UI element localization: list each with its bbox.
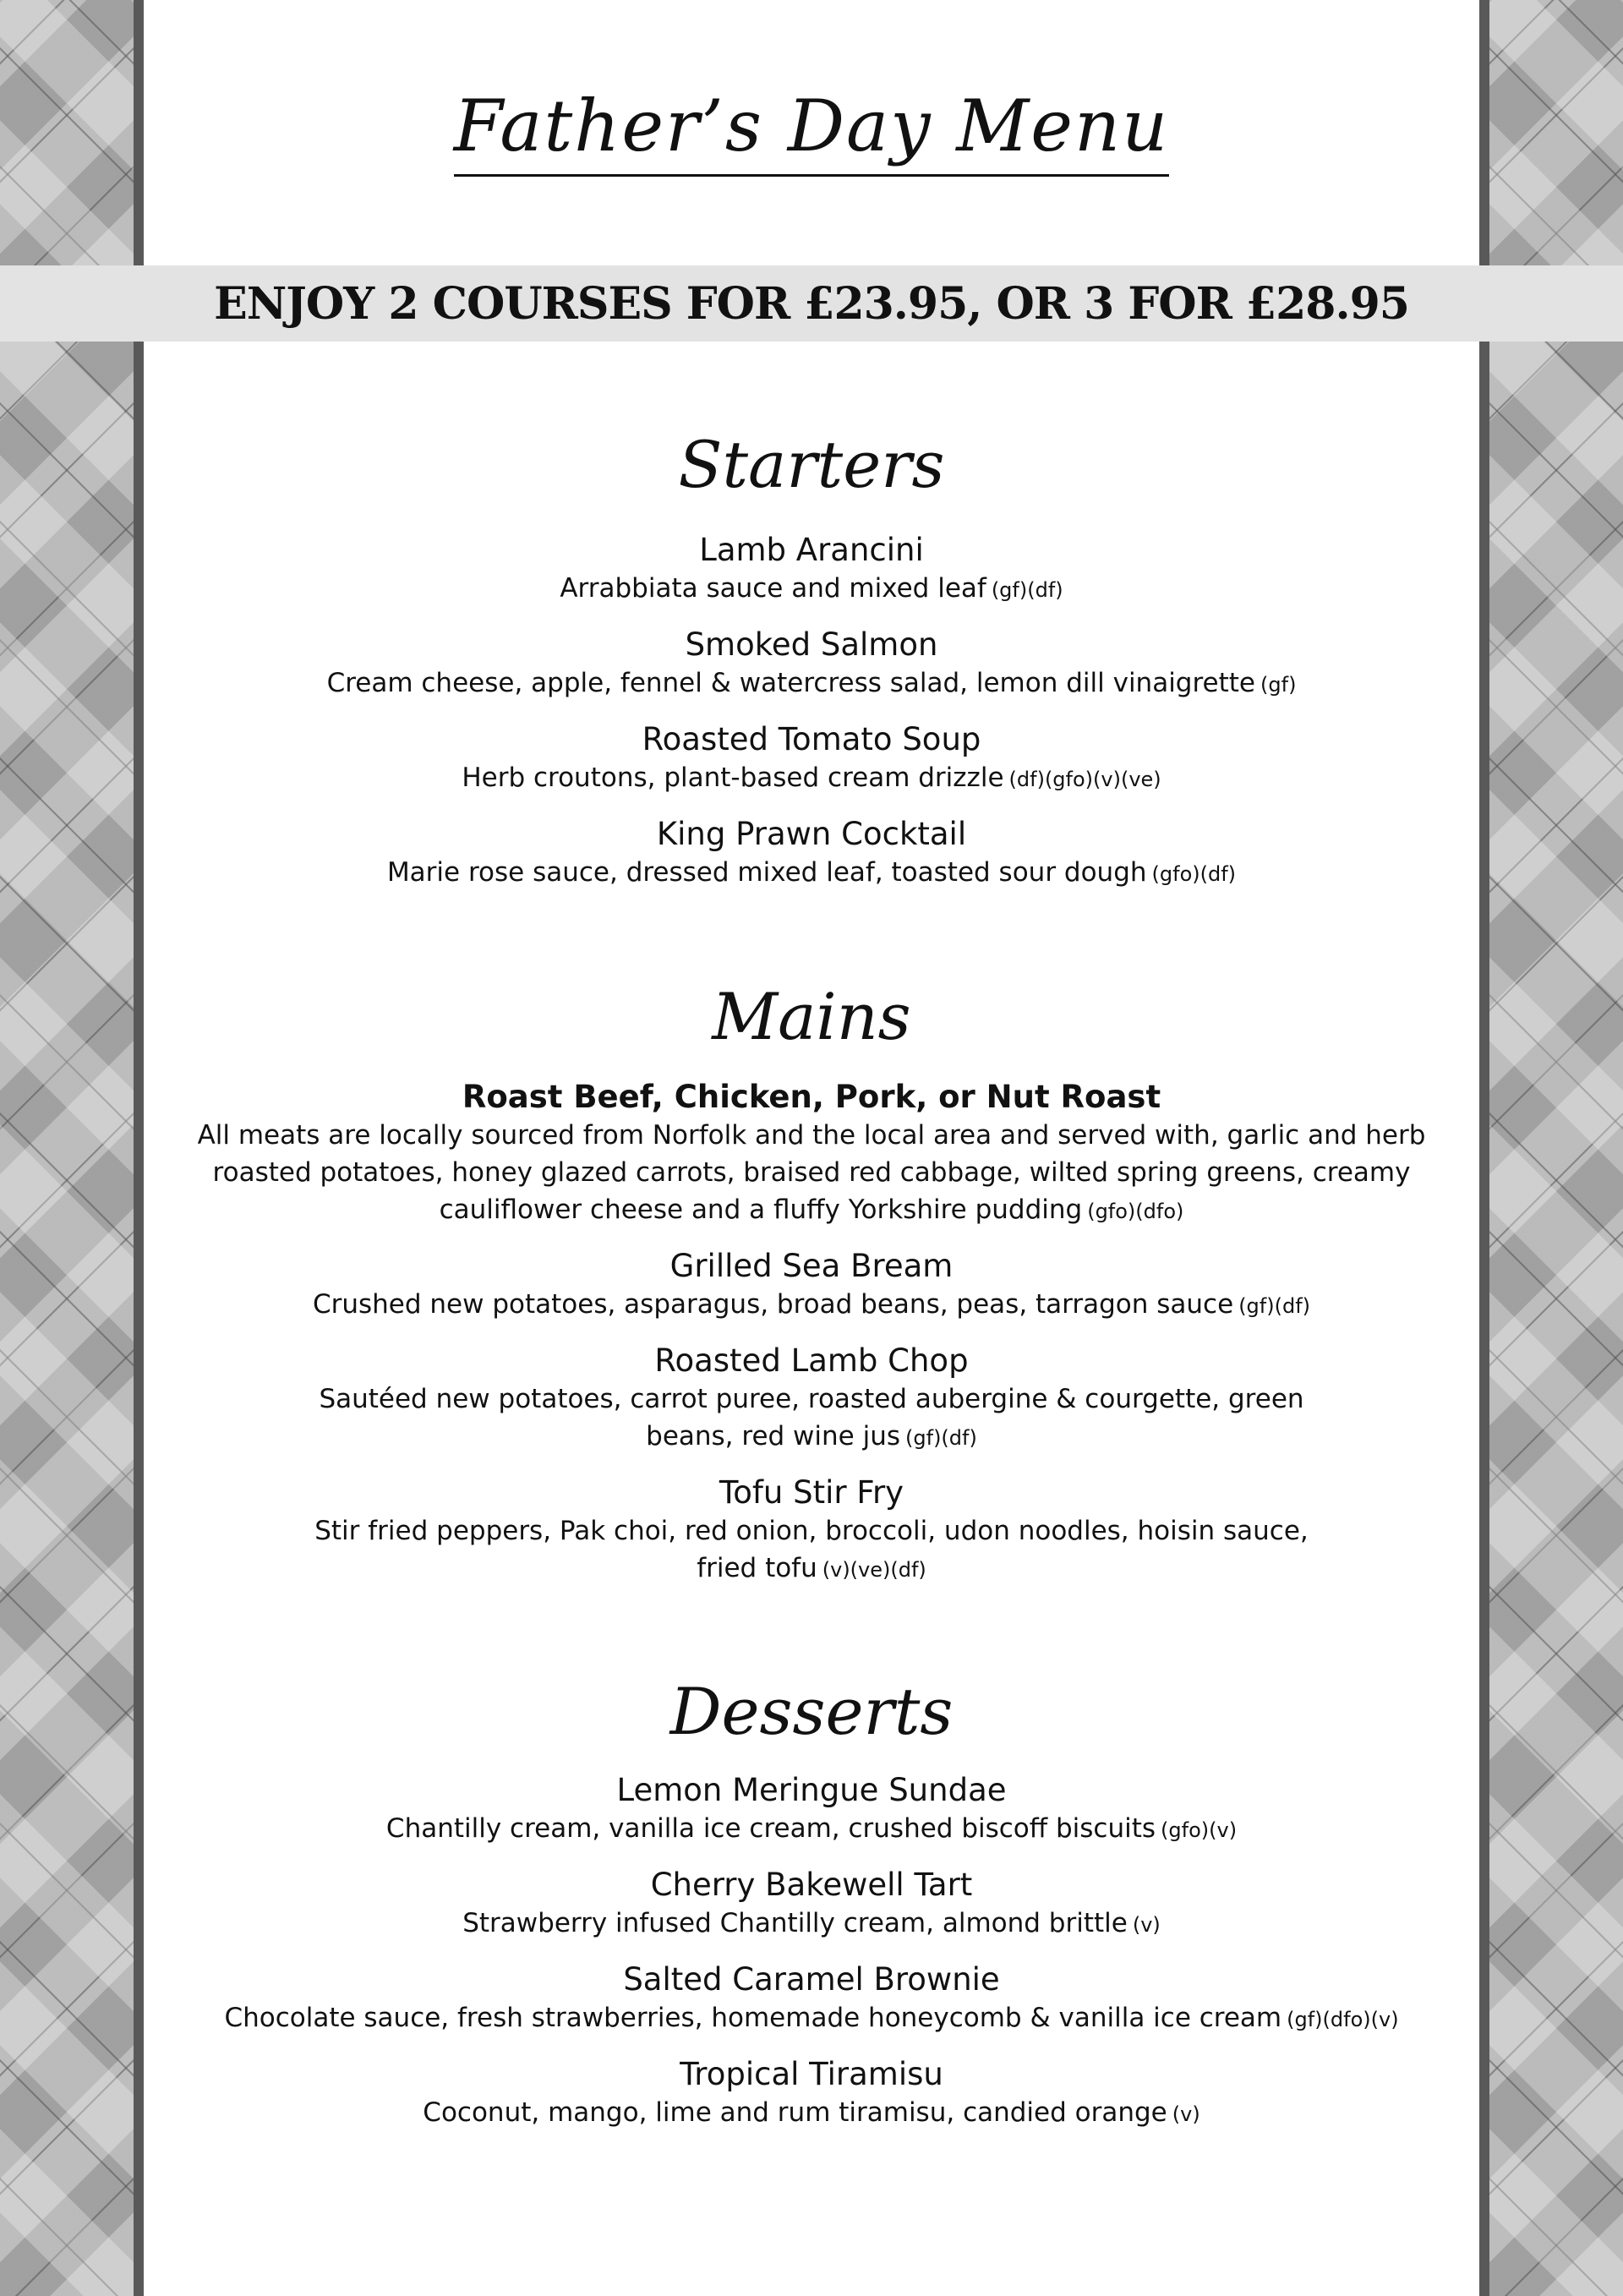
item-name: Tofu Stir Fry	[719, 1474, 904, 1511]
menu-item	[169, 1078, 1454, 1230]
item-description: Crushed new potatoes, asparagus, broad beans, peas, tarragon sauce (gf)(df)	[312, 1289, 1311, 1320]
dietary-tags: (gf)(df)	[1238, 1294, 1311, 1318]
starters-list	[169, 531, 1454, 910]
menu-item	[169, 1473, 1454, 1588]
dietary-tags: (gf)(df)	[991, 578, 1063, 602]
mains-list	[169, 1078, 1454, 1605]
dietary-tags: (gfo)(v)	[1161, 1818, 1238, 1842]
desserts-list	[169, 1771, 1454, 2150]
section-title-mains: Mains	[712, 979, 911, 1054]
menu-item	[169, 1960, 1454, 2038]
item-name: Salted Caramel Brownie	[623, 1961, 1000, 1998]
page-title: Father’s Day Menu	[454, 85, 1169, 177]
dietary-tags: (gf)(dfo)(v)	[1287, 2008, 1399, 2031]
menu-item	[169, 1866, 1454, 1943]
price-banner	[0, 265, 1623, 342]
page-header	[0, 85, 1623, 177]
section-title-starters: Starters	[678, 427, 945, 502]
menu-item	[169, 626, 1454, 703]
item-name: King Prawn Cocktail	[656, 816, 967, 852]
dietary-tags: (gf)(df)	[905, 1426, 977, 1450]
item-description: Sautéed new potatoes, carrot puree, roasted aubergine & courgette, green beans, red wine jus (gf)(df)	[319, 1384, 1304, 1451]
section-title-desserts: Desserts	[669, 1674, 954, 1749]
item-description: Strawberry infused Chantilly cream, almond brittle (v)	[462, 1908, 1161, 1938]
menu-item	[169, 720, 1454, 798]
argyle-border-right	[1479, 0, 1623, 2296]
item-name: Roasted Lamb Chop	[654, 1342, 969, 1379]
menu-item	[169, 531, 1454, 609]
menu-item	[169, 1771, 1454, 1849]
item-description: Stir fried peppers, Pak choi, red onion, broccoli, udon noodles, hoisin sauce, fried tofu (v)(ve)(df)	[314, 1516, 1309, 1583]
menu-item	[169, 1247, 1454, 1325]
item-description: Cream cheese, apple, fennel & watercress salad, lemon dill vinaigrette (gf)	[326, 668, 1297, 698]
argyle-border-left	[0, 0, 144, 2296]
item-name: Tropical Tiramisu	[680, 2056, 943, 2092]
item-description: Chantilly cream, vanilla ice cream, crushed biscoff biscuits (gfo)(v)	[385, 1813, 1238, 1844]
dietary-tags: (v)	[1132, 1913, 1161, 1937]
menu-item	[169, 1342, 1454, 1457]
item-name: Roast Beef, Chicken, Pork, or Nut Roast	[462, 1079, 1161, 1115]
price-banner-text: ENJOY 2 COURSES FOR £23.95, OR 3 FOR £28.95	[214, 277, 1409, 330]
dietary-tags: (gf)	[1260, 673, 1297, 697]
dietary-tags: (gfo)(dfo)	[1087, 1200, 1184, 1223]
item-description: Coconut, mango, lime and rum tiramisu, candied orange (v)	[423, 2097, 1200, 2128]
item-name: Cherry Bakewell Tart	[650, 1867, 973, 1903]
item-name: Grilled Sea Bream	[669, 1248, 954, 1284]
menu-item	[169, 2055, 1454, 2133]
dietary-tags: (gfo)(df)	[1151, 862, 1237, 886]
dietary-tags: (v)	[1172, 2102, 1200, 2126]
dietary-tags: (df)(gfo)(v)(ve)	[1008, 768, 1161, 791]
item-description: Arrabbiata sauce and mixed leaf (gf)(df)	[560, 573, 1063, 604]
item-description: Herb croutons, plant-based cream drizzle (df)(gfo)(v)(ve)	[462, 763, 1161, 793]
item-name: Lemon Meringue Sundae	[616, 1772, 1007, 1808]
item-description: Chocolate sauce, fresh strawberries, homemade honeycomb & vanilla ice cream (gf)(dfo)(v)	[224, 2003, 1399, 2033]
item-name: Lamb Arancini	[699, 532, 924, 568]
item-name: Smoked Salmon	[685, 626, 938, 663]
item-name: Roasted Tomato Soup	[642, 721, 981, 757]
dietary-tags: (v)(ve)(df)	[822, 1558, 926, 1582]
item-description: All meats are locally sourced from Norfolk and the local area and served with, garlic and herb roasted potatoes, honey glazed carrots, braised red cabbage, wilted spring greens, creamy cauliflower cheese and a fluffy Yorkshire pudding (gfo)(dfo)	[197, 1120, 1426, 1225]
item-description: Marie rose sauce, dressed mixed leaf, toasted sour dough (gfo)(df)	[386, 857, 1237, 888]
menu-item	[169, 815, 1454, 893]
